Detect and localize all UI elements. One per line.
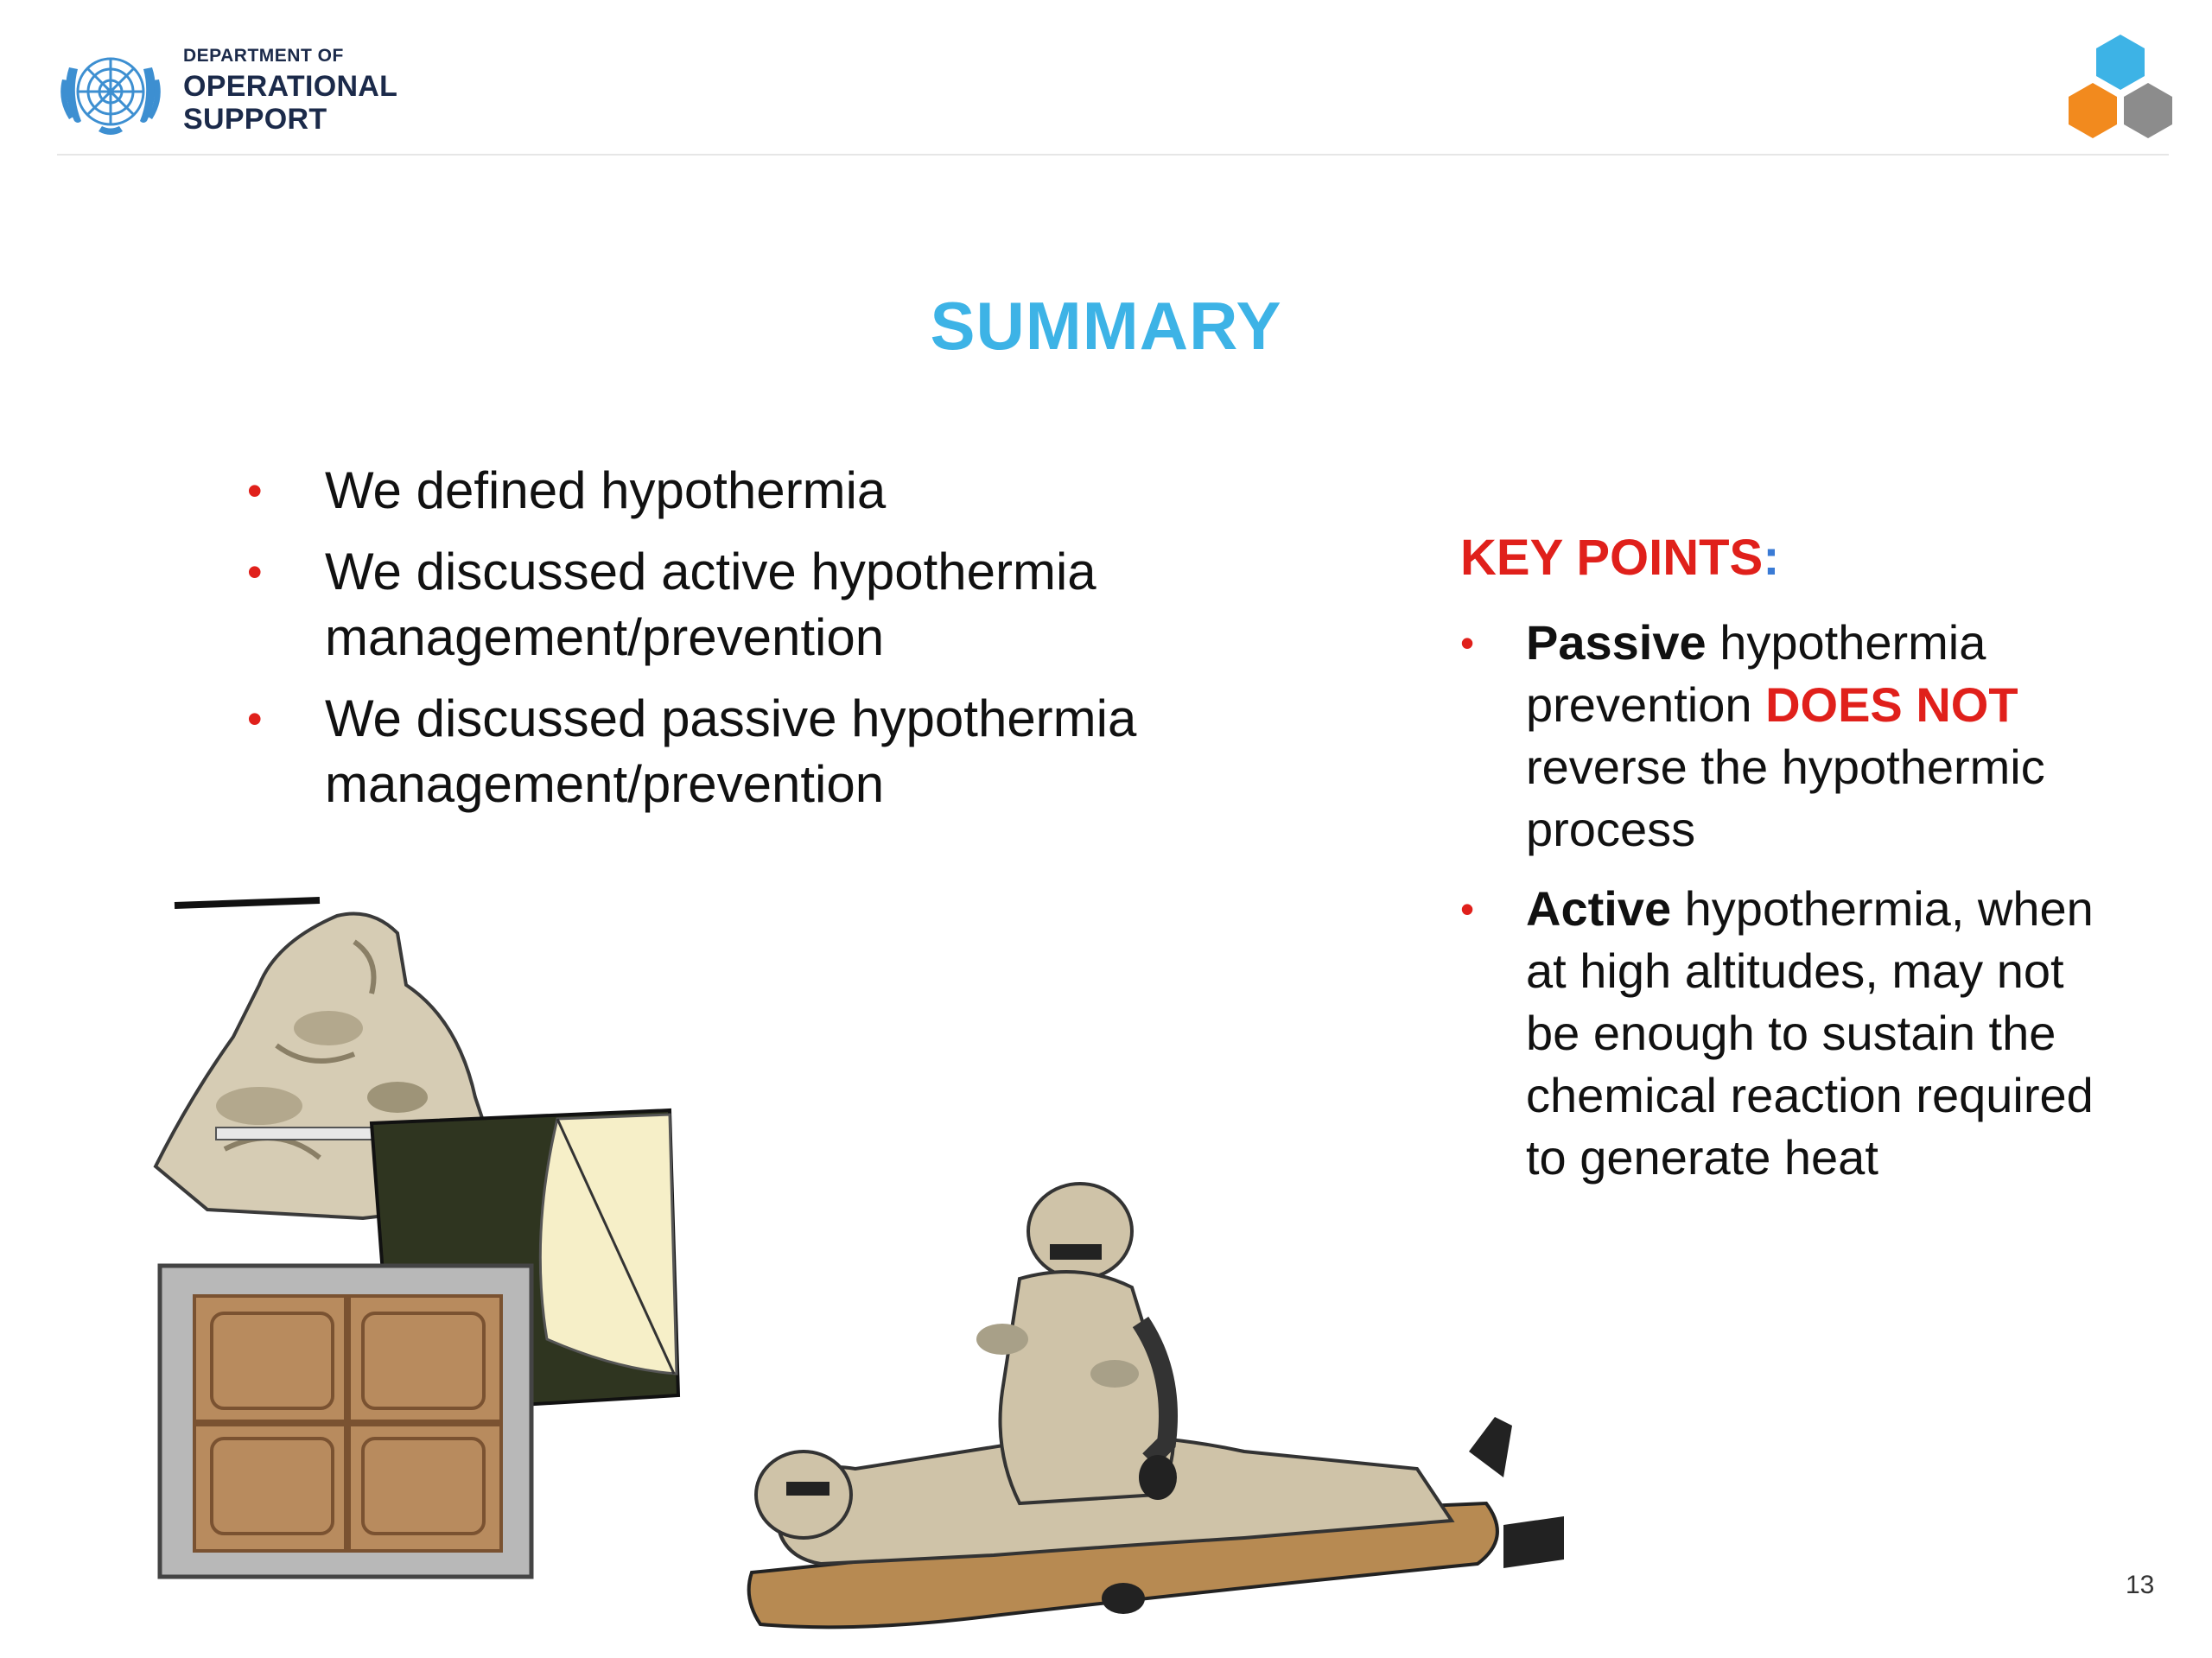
dept-line-3: SUPPORT: [183, 102, 327, 136]
dept-line-2: OPERATIONAL: [183, 69, 398, 103]
key-points-colon: :: [1763, 530, 1780, 586]
key-point-2-lead: Active: [1526, 881, 1672, 936]
bullet-icon: •: [1460, 886, 1475, 931]
list-item: [242, 686, 1279, 817]
soldier-casualty-icon: [749, 1184, 1564, 1627]
bullet-icon: •: [1460, 620, 1475, 665]
summary-bullet-3: We discussed passive hypothermia management/prevention: [325, 689, 1137, 813]
bullet-icon: •: [247, 467, 263, 515]
summary-bullet-1: We defined hypothermia: [325, 461, 887, 519]
bullet-icon: •: [247, 548, 263, 596]
key-point-1-text-a: hypothermia prevention: [1526, 615, 1986, 732]
key-point-1-lead: Passive: [1526, 615, 1707, 670]
list-item: [1460, 612, 2117, 861]
un-emblem-icon: [54, 41, 168, 142]
dept-line-1: DEPARTMENT OF: [183, 45, 344, 66]
key-points-heading: [1460, 529, 1780, 587]
key-point-2-text: hypothermia, when at high altitudes, may not be enough to sustain the chemical reaction required to generate heat: [1526, 881, 2094, 1185]
bullet-icon: •: [247, 695, 263, 743]
hexagon-cluster-icon: [2062, 33, 2179, 145]
key-point-1-text-b: reverse the hypothermic process: [1526, 740, 2045, 856]
summary-bullet-2: We discussed active hypothermia management/prevention: [325, 543, 1096, 666]
hypothermia-equipment-illustration: [121, 890, 1659, 1642]
list-item: [242, 539, 1262, 670]
header-divider: [57, 154, 2169, 156]
slide-title: SUMMARY: [930, 288, 1282, 364]
heat-pack-icon: [160, 1266, 531, 1577]
key-point-1-emphasis: DOES NOT: [1765, 677, 2018, 732]
summary-list: [242, 458, 1279, 833]
list-item: [242, 458, 1279, 524]
department-logo: [54, 41, 397, 142]
page-number: 13: [2126, 1571, 2155, 1599]
key-points-label: KEY POINTS: [1460, 530, 1764, 586]
department-name: [183, 47, 397, 137]
